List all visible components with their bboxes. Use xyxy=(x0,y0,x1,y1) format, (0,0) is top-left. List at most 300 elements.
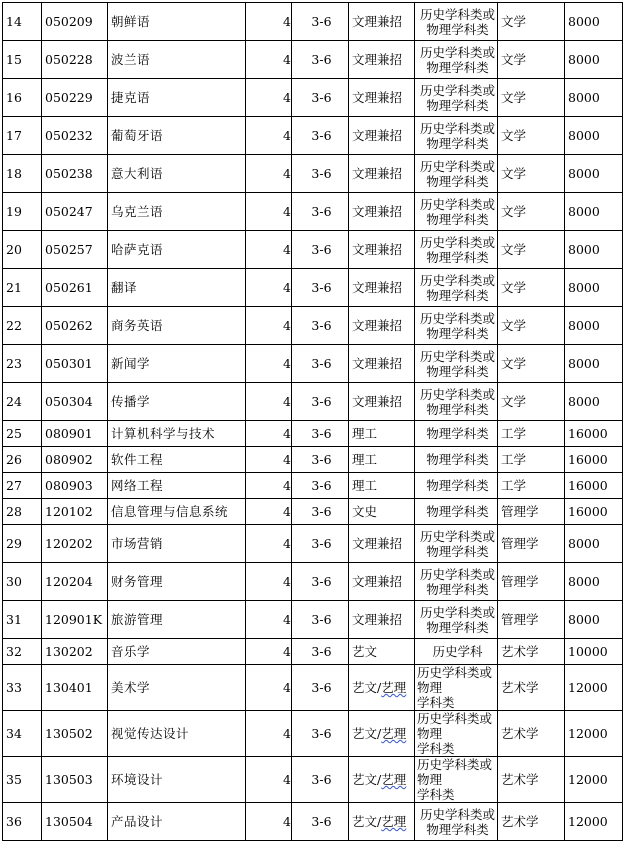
cell-no xyxy=(3,41,42,79)
cell-type xyxy=(349,447,415,473)
cell-category xyxy=(498,563,565,601)
type-text: 艺文 xyxy=(352,644,378,659)
cell-fee xyxy=(565,711,623,757)
subject-text: 历史学科类或物理 学科类 xyxy=(417,711,493,756)
cell-category xyxy=(498,757,565,803)
years-text: 4 xyxy=(283,128,291,143)
category-text: 工学 xyxy=(501,478,527,493)
table-row xyxy=(3,473,623,499)
duration-text: 3-6 xyxy=(311,280,332,295)
cell-duration xyxy=(292,155,349,193)
fee-text: 12000 xyxy=(568,814,608,829)
years-text: 4 xyxy=(283,772,291,787)
table-row xyxy=(3,41,623,79)
cell-years xyxy=(246,525,292,563)
type-text: 文理兼招 xyxy=(352,318,403,333)
cell-type xyxy=(349,499,415,525)
cell-no xyxy=(3,601,42,639)
years-text: 4 xyxy=(283,426,291,441)
subject-text: 历史学科类或 物理学科类 xyxy=(419,272,495,303)
cell-code xyxy=(42,499,108,525)
name-text: 财务管理 xyxy=(111,574,164,589)
type-text: 文理兼招 xyxy=(352,280,403,295)
name-text: 市场营销 xyxy=(111,536,164,551)
code-text: 120901K xyxy=(45,612,103,627)
no-text: 25 xyxy=(6,426,22,441)
cell-code xyxy=(42,601,108,639)
cell-category xyxy=(498,269,565,307)
code-text: 050304 xyxy=(45,394,93,409)
cell-type xyxy=(349,3,415,41)
no-text: 29 xyxy=(6,536,22,551)
category-text: 艺术学 xyxy=(501,680,539,695)
years-text: 4 xyxy=(283,204,291,219)
type-text: 文理兼招 xyxy=(352,166,403,181)
cell-years xyxy=(246,41,292,79)
table-row xyxy=(3,447,623,473)
cell-name xyxy=(108,383,246,421)
name-text: 产品设计 xyxy=(111,814,164,829)
cell-subject xyxy=(415,307,498,345)
table-row xyxy=(3,665,623,711)
duration-text: 3-6 xyxy=(311,612,332,627)
table-row xyxy=(3,117,623,155)
name-text: 音乐学 xyxy=(111,644,151,659)
no-text: 30 xyxy=(6,574,22,589)
table-row xyxy=(3,421,623,447)
duration-text: 3-6 xyxy=(311,772,332,787)
cell-name xyxy=(108,307,246,345)
cell-years xyxy=(246,665,292,711)
years-text: 4 xyxy=(283,574,291,589)
cell-subject xyxy=(415,41,498,79)
cell-years xyxy=(246,79,292,117)
cell-code xyxy=(42,473,108,499)
cell-years xyxy=(246,447,292,473)
name-text: 意大利语 xyxy=(111,166,164,181)
code-text: 130202 xyxy=(45,644,93,659)
fee-text: 8000 xyxy=(568,394,600,409)
code-text: 050232 xyxy=(45,128,93,143)
cell-type xyxy=(349,41,415,79)
fee-text: 8000 xyxy=(568,318,600,333)
category-text: 工学 xyxy=(501,452,527,467)
cell-no xyxy=(3,665,42,711)
cell-duration xyxy=(292,345,349,383)
cell-years xyxy=(246,269,292,307)
cell-subject xyxy=(415,447,498,473)
cell-duration xyxy=(292,525,349,563)
type-text: 艺文/艺理 xyxy=(352,772,407,787)
cell-type xyxy=(349,117,415,155)
name-text: 传播学 xyxy=(111,394,151,409)
table-row xyxy=(3,711,623,757)
subject-text: 历史学科类或 物理学科类 xyxy=(419,348,495,379)
type-text: 文史 xyxy=(352,504,378,519)
cell-type xyxy=(349,473,415,499)
table-row xyxy=(3,639,623,665)
duration-text: 3-6 xyxy=(311,536,332,551)
cell-subject xyxy=(415,345,498,383)
cell-name xyxy=(108,525,246,563)
cell-fee xyxy=(565,473,623,499)
cell-name xyxy=(108,639,246,665)
cell-years xyxy=(246,155,292,193)
cell-duration xyxy=(292,231,349,269)
subject-text: 历史学科类或 物理学科类 xyxy=(419,566,495,597)
cell-no xyxy=(3,231,42,269)
no-text: 27 xyxy=(6,478,22,493)
cell-duration xyxy=(292,711,349,757)
subject-text: 物理学科类 xyxy=(426,426,489,441)
fee-text: 8000 xyxy=(568,536,600,551)
cell-subject xyxy=(415,639,498,665)
subject-text: 历史学科类或 物理学科类 xyxy=(419,604,495,635)
cell-name xyxy=(108,231,246,269)
duration-text: 3-6 xyxy=(311,726,332,741)
cell-no xyxy=(3,563,42,601)
fee-text: 8000 xyxy=(568,280,600,295)
cell-duration xyxy=(292,563,349,601)
cell-category xyxy=(498,41,565,79)
table-row xyxy=(3,155,623,193)
cell-years xyxy=(246,383,292,421)
name-text: 翻译 xyxy=(111,280,138,295)
cell-years xyxy=(246,601,292,639)
cell-category xyxy=(498,447,565,473)
table-row xyxy=(3,803,623,841)
table-row xyxy=(3,193,623,231)
no-text: 26 xyxy=(6,452,22,467)
table-row xyxy=(3,231,623,269)
cell-code xyxy=(42,447,108,473)
category-text: 艺术学 xyxy=(501,814,539,829)
duration-text: 3-6 xyxy=(311,814,332,829)
duration-text: 3-6 xyxy=(311,128,332,143)
category-text: 管理学 xyxy=(501,536,539,551)
duration-text: 3-6 xyxy=(311,318,332,333)
cell-fee xyxy=(565,383,623,421)
name-text: 环境设计 xyxy=(111,772,164,787)
cell-type xyxy=(349,231,415,269)
years-text: 4 xyxy=(283,318,291,333)
cell-years xyxy=(246,499,292,525)
cell-type xyxy=(349,307,415,345)
subject-text: 物理学科类 xyxy=(426,452,489,467)
type-text: 理工 xyxy=(352,426,378,441)
cell-no xyxy=(3,117,42,155)
cell-no xyxy=(3,307,42,345)
cell-fee xyxy=(565,345,623,383)
subject-text: 历史学科类或 物理学科类 xyxy=(419,310,495,341)
cell-fee xyxy=(565,307,623,345)
cell-subject xyxy=(415,79,498,117)
cell-fee xyxy=(565,421,623,447)
duration-text: 3-6 xyxy=(311,14,332,29)
type-text: 文理兼招 xyxy=(352,574,403,589)
fee-text: 8000 xyxy=(568,128,600,143)
table-row xyxy=(3,383,623,421)
name-text: 网络工程 xyxy=(111,478,164,493)
fee-text: 12000 xyxy=(568,726,608,741)
cell-code xyxy=(42,563,108,601)
cell-type xyxy=(349,269,415,307)
code-text: 050301 xyxy=(45,356,93,371)
table-body xyxy=(3,3,623,841)
cell-duration xyxy=(292,421,349,447)
subject-text: 历史学科类或 物理学科类 xyxy=(419,44,495,75)
cell-subject xyxy=(415,563,498,601)
cell-no xyxy=(3,79,42,117)
code-text: 130503 xyxy=(45,772,93,787)
cell-fee xyxy=(565,269,623,307)
cell-subject xyxy=(415,665,498,711)
no-text: 15 xyxy=(6,52,22,67)
cell-subject xyxy=(415,757,498,803)
fee-text: 8000 xyxy=(568,14,600,29)
cell-no xyxy=(3,3,42,41)
cell-type xyxy=(349,79,415,117)
fee-text: 16000 xyxy=(568,426,608,441)
cell-code xyxy=(42,307,108,345)
cell-years xyxy=(246,307,292,345)
cell-name xyxy=(108,711,246,757)
code-text: 130504 xyxy=(45,814,93,829)
cell-no xyxy=(3,639,42,665)
cell-code xyxy=(42,117,108,155)
category-text: 艺术学 xyxy=(501,726,539,741)
duration-text: 3-6 xyxy=(311,452,332,467)
category-text: 艺术学 xyxy=(501,644,539,659)
cell-name xyxy=(108,757,246,803)
category-text: 文学 xyxy=(501,52,527,67)
duration-text: 3-6 xyxy=(311,426,332,441)
cell-fee xyxy=(565,757,623,803)
name-text: 视觉传达设计 xyxy=(111,726,190,741)
cell-duration xyxy=(292,499,349,525)
cell-code xyxy=(42,711,108,757)
years-text: 4 xyxy=(283,680,291,695)
cell-fee xyxy=(565,231,623,269)
cell-type xyxy=(349,193,415,231)
cell-fee xyxy=(565,525,623,563)
cell-type xyxy=(349,383,415,421)
cell-category xyxy=(498,383,565,421)
cell-fee xyxy=(565,563,623,601)
years-text: 4 xyxy=(283,612,291,627)
subject-text: 历史学科类或 物理学科类 xyxy=(419,120,495,151)
cell-name xyxy=(108,803,246,841)
cell-years xyxy=(246,563,292,601)
fee-text: 8000 xyxy=(568,52,600,67)
cell-type xyxy=(349,639,415,665)
cell-code xyxy=(42,79,108,117)
fee-text: 8000 xyxy=(568,90,600,105)
type-text: 文理兼招 xyxy=(352,52,403,67)
cell-no xyxy=(3,757,42,803)
fee-text: 12000 xyxy=(568,772,608,787)
cell-subject xyxy=(415,525,498,563)
cell-category xyxy=(498,79,565,117)
cell-no xyxy=(3,421,42,447)
duration-text: 3-6 xyxy=(311,644,332,659)
type-text: 艺文/艺理 xyxy=(352,680,407,695)
years-text: 4 xyxy=(283,166,291,181)
fee-text: 16000 xyxy=(568,504,608,519)
cell-name xyxy=(108,421,246,447)
years-text: 4 xyxy=(283,242,291,257)
cell-name xyxy=(108,3,246,41)
table-row xyxy=(3,601,623,639)
category-text: 管理学 xyxy=(501,574,539,589)
cell-duration xyxy=(292,601,349,639)
name-text: 美术学 xyxy=(111,680,151,695)
cell-category xyxy=(498,231,565,269)
cell-subject xyxy=(415,155,498,193)
table-row xyxy=(3,345,623,383)
cell-type xyxy=(349,757,415,803)
cell-no xyxy=(3,345,42,383)
no-text: 31 xyxy=(6,612,22,627)
years-text: 4 xyxy=(283,14,291,29)
cell-code xyxy=(42,665,108,711)
no-text: 24 xyxy=(6,394,22,409)
subject-text: 物理学科类 xyxy=(426,478,489,493)
type-text: 文理兼招 xyxy=(352,536,403,551)
no-text: 34 xyxy=(6,726,22,741)
cell-name xyxy=(108,563,246,601)
cell-code xyxy=(42,421,108,447)
subject-text: 历史学科类或物理 学科类 xyxy=(417,757,493,802)
majors-table xyxy=(2,2,623,841)
years-text: 4 xyxy=(283,452,291,467)
name-text: 朝鲜语 xyxy=(111,14,151,29)
code-text: 080901 xyxy=(45,426,93,441)
subject-text: 历史学科类或 物理学科类 xyxy=(419,234,495,265)
code-text: 050229 xyxy=(45,90,93,105)
cell-fee xyxy=(565,193,623,231)
cell-fee xyxy=(565,447,623,473)
duration-text: 3-6 xyxy=(311,574,332,589)
cell-category xyxy=(498,525,565,563)
table-row xyxy=(3,3,623,41)
code-text: 050228 xyxy=(45,52,93,67)
years-text: 4 xyxy=(283,356,291,371)
cell-subject xyxy=(415,269,498,307)
category-text: 文学 xyxy=(501,318,527,333)
no-text: 19 xyxy=(6,204,22,219)
years-text: 4 xyxy=(283,394,291,409)
name-text: 软件工程 xyxy=(111,452,164,467)
code-text: 120202 xyxy=(45,536,93,551)
subject-text: 历史学科类或 物理学科类 xyxy=(419,158,495,189)
cell-category xyxy=(498,499,565,525)
cell-duration xyxy=(292,117,349,155)
no-text: 17 xyxy=(6,128,22,143)
category-text: 文学 xyxy=(501,90,527,105)
code-text: 080902 xyxy=(45,452,93,467)
cell-code xyxy=(42,525,108,563)
cell-category xyxy=(498,601,565,639)
cell-subject xyxy=(415,193,498,231)
cell-no xyxy=(3,447,42,473)
cell-duration xyxy=(292,639,349,665)
cell-category xyxy=(498,3,565,41)
cell-years xyxy=(246,473,292,499)
subject-text: 物理学科类 xyxy=(426,504,489,519)
cell-subject xyxy=(415,383,498,421)
cell-code xyxy=(42,155,108,193)
category-text: 文学 xyxy=(501,356,527,371)
cell-name xyxy=(108,117,246,155)
no-text: 28 xyxy=(6,504,22,519)
subject-text: 历史学科 xyxy=(432,644,483,659)
cell-type xyxy=(349,525,415,563)
no-text: 33 xyxy=(6,680,22,695)
category-text: 文学 xyxy=(501,14,527,29)
no-text: 21 xyxy=(6,280,22,295)
category-text: 文学 xyxy=(501,128,527,143)
cell-subject xyxy=(415,117,498,155)
cell-category xyxy=(498,307,565,345)
cell-fee xyxy=(565,3,623,41)
category-text: 管理学 xyxy=(501,612,539,627)
no-text: 14 xyxy=(6,14,22,29)
cell-duration xyxy=(292,757,349,803)
cell-category xyxy=(498,345,565,383)
no-text: 32 xyxy=(6,644,22,659)
cell-fee xyxy=(565,41,623,79)
type-text: 理工 xyxy=(352,478,378,493)
cell-subject xyxy=(415,711,498,757)
cell-duration xyxy=(292,473,349,499)
cell-subject xyxy=(415,3,498,41)
subject-text: 历史学科类或 物理学科类 xyxy=(419,6,495,37)
type-text: 文理兼招 xyxy=(352,14,403,29)
years-text: 4 xyxy=(283,52,291,67)
cell-no xyxy=(3,473,42,499)
type-text: 理工 xyxy=(352,452,378,467)
no-text: 23 xyxy=(6,356,22,371)
cell-name xyxy=(108,41,246,79)
cell-no xyxy=(3,383,42,421)
name-text: 旅游管理 xyxy=(111,612,164,627)
cell-fee xyxy=(565,79,623,117)
fee-text: 8000 xyxy=(568,166,600,181)
code-text: 130502 xyxy=(45,726,93,741)
cell-name xyxy=(108,473,246,499)
cell-years xyxy=(246,639,292,665)
cell-years xyxy=(246,757,292,803)
cell-no xyxy=(3,803,42,841)
cell-no xyxy=(3,525,42,563)
cell-name xyxy=(108,601,246,639)
name-text: 哈萨克语 xyxy=(111,242,164,257)
cell-no xyxy=(3,711,42,757)
cell-fee xyxy=(565,155,623,193)
no-text: 16 xyxy=(6,90,22,105)
table-row xyxy=(3,563,623,601)
cell-subject xyxy=(415,231,498,269)
cell-duration xyxy=(292,41,349,79)
subject-text: 历史学科类或 物理学科类 xyxy=(419,806,495,837)
cell-name xyxy=(108,155,246,193)
duration-text: 3-6 xyxy=(311,204,332,219)
table-row xyxy=(3,269,623,307)
table-row xyxy=(3,757,623,803)
cell-years xyxy=(246,711,292,757)
code-text: 050209 xyxy=(45,14,93,29)
